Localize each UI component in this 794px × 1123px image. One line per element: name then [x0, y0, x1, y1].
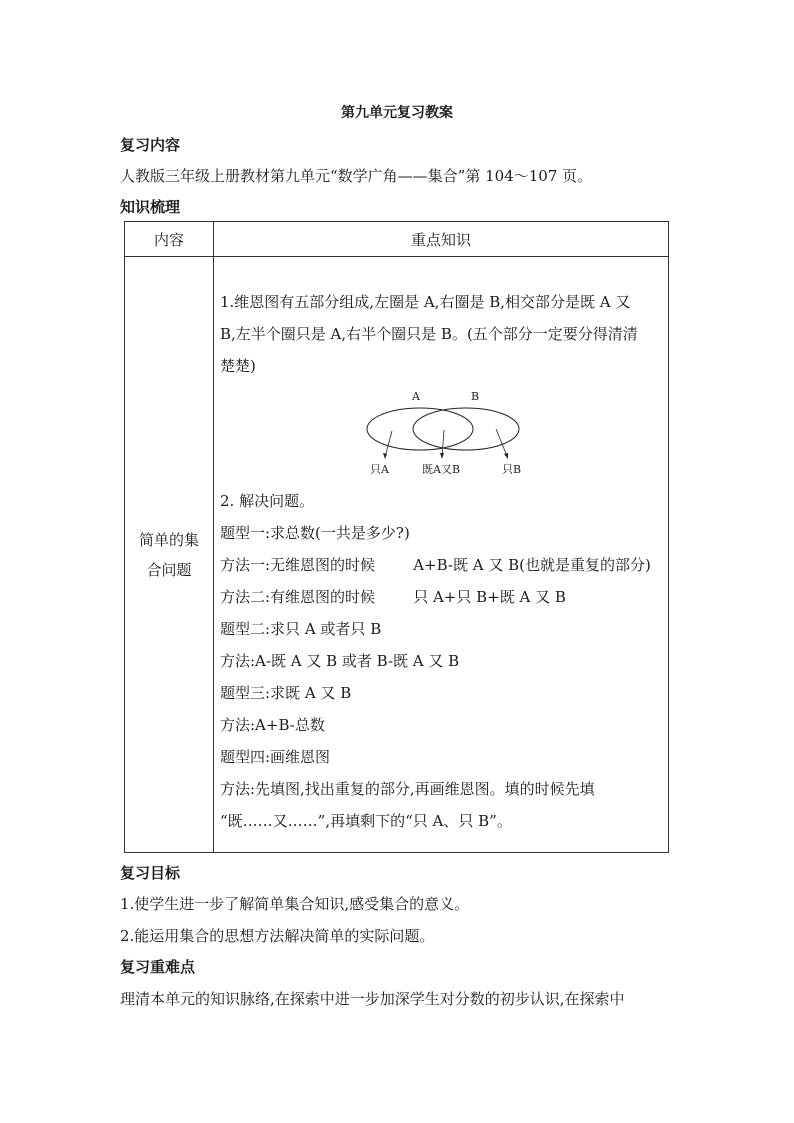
venn-circle-a: [367, 408, 473, 450]
knowledge-line: 方法:先填图,找出重复的部分,再画维恩图。填的时候先填: [220, 780, 595, 798]
goal-item: 1.使学生进一步了解简单集合知识,感受集合的意义。: [120, 895, 470, 913]
arrow-only-b: [496, 429, 507, 456]
venn-label-only-a: 只A: [370, 463, 389, 476]
difficulties-heading: 复习重难点: [120, 958, 196, 976]
category-line-1: 简单的集: [138, 530, 199, 549]
difficulties-text: 理清本单元的知识脉络,在探索中进一步加深学生对分数的初步认识,在探索中: [120, 990, 625, 1008]
knowledge-line: 方法一:无维恩图的时候 A+B-既 A 又 B(也就是重复的部分): [220, 556, 651, 574]
arrow-both: [442, 430, 444, 457]
review-content-text: 人教版三年级上册教材第九单元“数学广角——集合”第 104～107 页。: [120, 167, 593, 185]
key-knowledge-cell: [214, 257, 669, 853]
category-cell: [125, 257, 214, 853]
table-row: [125, 257, 669, 853]
category-line-2: 合问题: [146, 560, 192, 579]
knowledge-line: 题型三:求既 A 又 B: [220, 684, 352, 702]
knowledge-line: 方法:A+B-总数: [220, 716, 325, 734]
knowledge-line: 1.维恩图有五部分组成,左圈是 A,右圈是 B,相交部分是既 A 又: [220, 293, 631, 311]
knowledge-line: 题型四:画维恩图: [220, 748, 331, 766]
knowledge-line: 题型二:求只 A 或者只 B: [220, 620, 382, 638]
page-title: 第九单元复习教案: [341, 105, 453, 121]
knowledge-line: 方法二:有维恩图的时候 只 A+只 B+既 A 又 B: [220, 588, 566, 606]
arrow-head-both: [440, 453, 444, 459]
knowledge-line: 题型一:求总数(一共是多少?): [220, 524, 410, 542]
knowledge-line: 楚楚): [220, 357, 256, 375]
col-header-key-knowledge: 重点知识: [214, 222, 669, 257]
knowledge-table: [124, 221, 669, 853]
goals-heading: 复习目标: [120, 864, 181, 882]
goal-item: 2.能运用集合的思想方法解决简单的实际问题。: [120, 927, 435, 945]
knowledge-heading: 知识梳理: [120, 198, 181, 216]
venn-label-only-b: 只B: [502, 463, 522, 476]
knowledge-line: 2. 解决问题。: [220, 492, 315, 510]
venn-label-both: 既A又B: [422, 463, 461, 476]
knowledge-line: B,左半个圈只是 A,右半个圈只是 B。(五个部分一定要分得清清: [220, 325, 638, 343]
venn-label-b: B: [470, 390, 480, 403]
venn-diagram: [362, 389, 528, 479]
knowledge-line: 方法:A-既 A 又 B 或者 B-既 A 又 B: [220, 652, 460, 670]
arrow-only-a: [385, 431, 392, 457]
review-content-heading: 复习内容: [120, 136, 181, 154]
venn-label-a: A: [412, 390, 420, 403]
arrow-head-only-b: [504, 453, 508, 459]
arrow-head-only-a: [383, 453, 387, 459]
knowledge-line: “既……又……”,再填剩下的“只 A、只 B”。: [220, 812, 512, 830]
col-header-content: 内容: [125, 222, 214, 257]
venn-circle-b: [413, 408, 519, 450]
table-header-row: [125, 222, 669, 257]
